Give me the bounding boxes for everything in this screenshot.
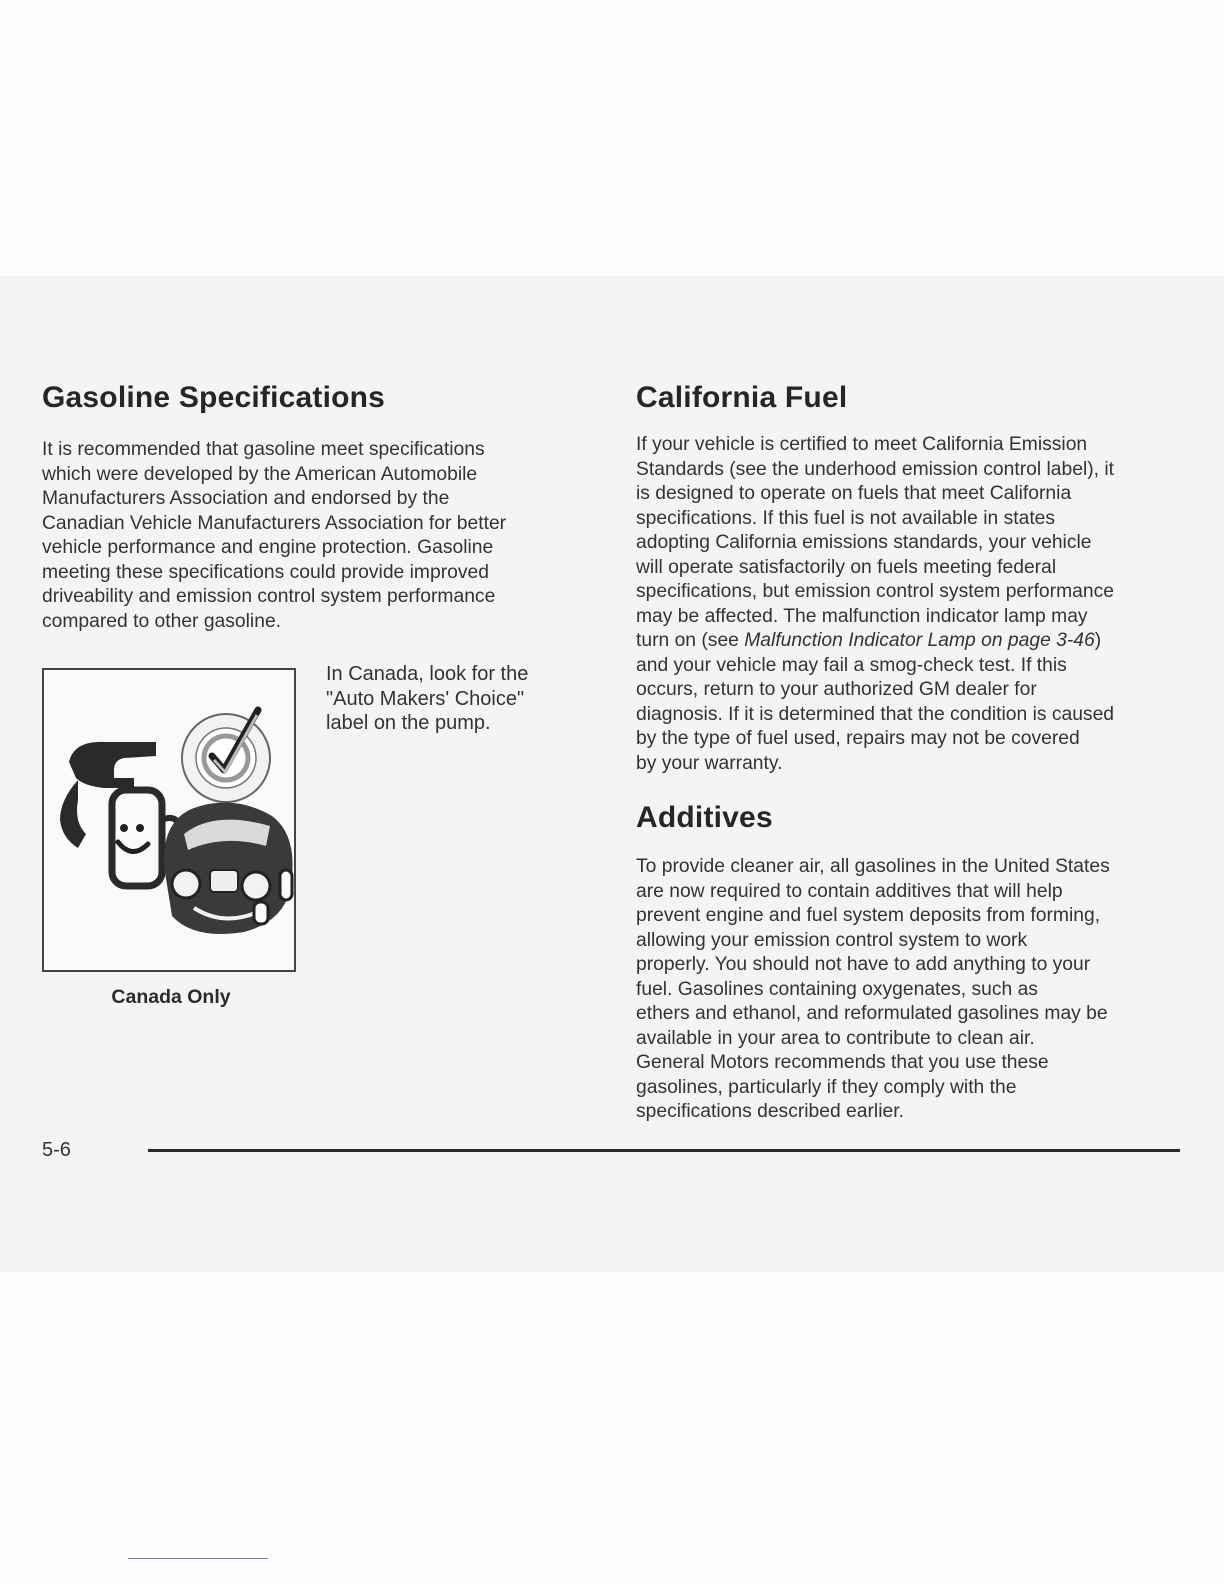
text-line: diagnosis. If it is determined that the condition is caused bbox=[636, 703, 1115, 725]
text-line: is designed to operate on fuels that meet California bbox=[636, 483, 1072, 504]
page-number: 5-6 bbox=[42, 1139, 71, 1161]
text-line: specifications, but emission control system performance bbox=[636, 581, 1114, 602]
additives-text bbox=[636, 855, 1110, 1125]
text-line: If your vehicle is certified to meet California Emission bbox=[636, 434, 1088, 455]
text-line: will operate satisfactorily on fuels meeting federal bbox=[636, 556, 1057, 578]
text-line: by the type of fuel used, repairs may not be covered bbox=[636, 728, 1080, 749]
california-fuel-text bbox=[636, 433, 1114, 776]
text-line: properly. You should not have to add anything to your bbox=[636, 954, 1091, 975]
text-line: allowing your emission control system to work bbox=[636, 929, 1028, 951]
text-line: vehicle performance and engine protection. Gasoline bbox=[42, 537, 494, 558]
text-line: specifications described earlier. bbox=[636, 1101, 904, 1122]
text-line: Standards (see the underhood emission control label), it bbox=[636, 458, 1115, 480]
text-line: available in your area to contribute to clean air. bbox=[636, 1027, 1035, 1049]
text-line: by your warranty. bbox=[636, 752, 783, 774]
additives-heading: Additives bbox=[636, 801, 773, 834]
text-line: gasolines, particularly if they comply with the bbox=[636, 1076, 1017, 1098]
text-line: occurs, return to your authorized GM dealer for bbox=[636, 679, 1037, 700]
figure-caption: Canada Only bbox=[111, 986, 231, 1008]
footer-rule bbox=[148, 1149, 1180, 1152]
text-line: "Auto Makers' Choice" bbox=[326, 687, 525, 710]
text-line: which were developed by the American Automobile bbox=[42, 463, 478, 485]
turn-on-prefix: turn on (see bbox=[636, 630, 745, 651]
bottom-link-underline bbox=[128, 1558, 268, 1559]
text-line: meeting these specifications could provide improved bbox=[42, 561, 489, 583]
text-line: To provide cleaner air, all gasolines in the United States bbox=[636, 856, 1110, 877]
auto-makers-choice-seal-icon bbox=[182, 710, 270, 802]
smiling-car-icon bbox=[164, 803, 293, 934]
text-line: label on the pump. bbox=[326, 712, 491, 734]
text-line: prevent engine and fuel system deposits from forming, bbox=[636, 905, 1101, 926]
canada-note-text bbox=[326, 662, 528, 736]
text-line: It is recommended that gasoline meet specifications bbox=[42, 439, 485, 460]
text-line: ethers and ethanol, and reformulated gasolines may be bbox=[636, 1003, 1108, 1024]
gasoline-specifications-heading: Gasoline Specifications bbox=[42, 381, 386, 414]
text-line: may be affected. The malfunction indicator lamp may bbox=[636, 605, 1088, 627]
gasoline-specifications-text bbox=[42, 438, 506, 634]
text-line: General Motors recommends that you use these bbox=[636, 1052, 1049, 1073]
fuel-pump-car-illustration bbox=[44, 670, 294, 970]
california-fuel-heading: California Fuel bbox=[636, 381, 848, 414]
text-line: adopting California emissions standards, your vehicle bbox=[636, 532, 1092, 553]
turn-on-suffix: ) bbox=[1094, 630, 1102, 651]
text-line: fuel. Gasolines containing oxygenates, such as bbox=[636, 978, 1038, 1000]
text-line: and your vehicle may fail a smog-check test. If this bbox=[636, 654, 1067, 676]
text-line: specifications. If this fuel is not available in states bbox=[636, 507, 1056, 529]
text-line: Canadian Vehicle Manufacturers Association for better bbox=[42, 512, 507, 534]
text-line: In Canada, look for the bbox=[326, 663, 529, 685]
text-line: are now required to contain additives that will help bbox=[636, 880, 1063, 902]
auto-makers-choice-label-figure bbox=[42, 668, 296, 972]
text-line bbox=[636, 629, 1114, 654]
text-line: compared to other gasoline. bbox=[42, 610, 282, 632]
text-line: Manufacturers Association and endorsed by the bbox=[42, 488, 450, 509]
text-line: driveability and emission control system performance bbox=[42, 586, 496, 607]
malfunction-indicator-lamp-reference: Malfunction Indicator Lamp on page 3-46 bbox=[744, 630, 1095, 651]
